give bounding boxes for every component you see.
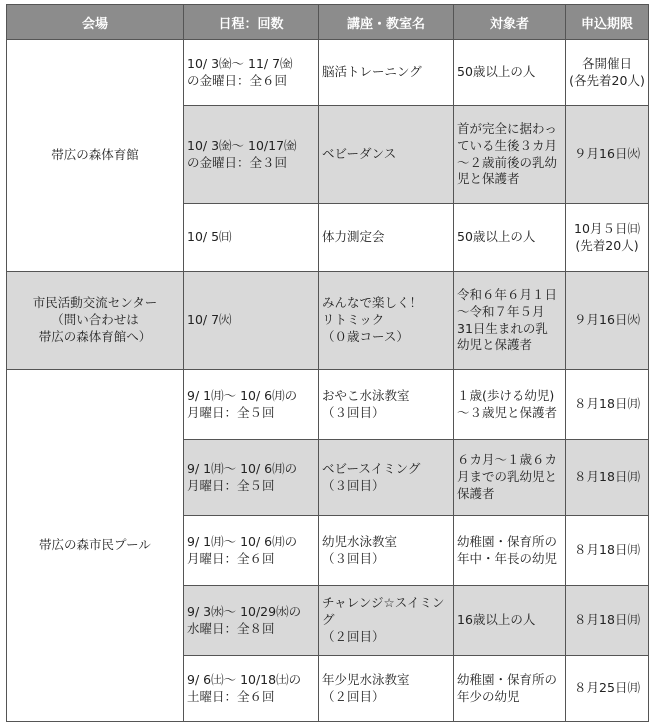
header-schedule: 日程：回数 [184, 5, 319, 40]
schedule-cell: 9/ 3㈬〜 10/29㈬の 水曜日：全８回 [184, 586, 319, 656]
deadline-cell: ８月18日㈪ [566, 586, 649, 656]
course-cell: みんなで楽しく！ リトミック （０歳コース） [319, 272, 454, 370]
deadline-cell: ９月16日㈫ [566, 272, 649, 370]
target-cell: 令和６年６月１日 〜令和７年５月 31日生まれの乳 幼児と保護者 [454, 272, 566, 370]
deadline-cell: ８月18日㈪ [566, 370, 649, 440]
target-cell: ６カ月〜１歳６カ 月までの乳幼児と 保護者 [454, 440, 566, 516]
deadline-cell: ９月16日㈫ [566, 106, 649, 204]
course-cell: 体力測定会 [319, 204, 454, 272]
target-cell: 幼稚園・保育所の 年中・年長の幼児 [454, 516, 566, 586]
target-cell: 16歳以上の人 [454, 586, 566, 656]
deadline-cell: ８月25日㈪ [566, 656, 649, 722]
target-cell: 幼稚園・保育所の 年少の幼児 [454, 656, 566, 722]
target-cell: 首が完全に据わっ ている生後３カ月 〜２歳前後の乳幼 児と保護者 [454, 106, 566, 204]
course-cell: ベビースイミング （３回目） [319, 440, 454, 516]
course-cell: 幼児水泳教室 （３回目） [319, 516, 454, 586]
schedule-cell: 9/ 6㈯〜 10/18㈯の 土曜日：全６回 [184, 656, 319, 722]
target-cell: １歳(歩ける幼児) 〜３歳児と保護者 [454, 370, 566, 440]
table-row [7, 40, 649, 106]
course-cell: 脳活トレーニング [319, 40, 454, 106]
header-target: 対象者 [454, 5, 566, 40]
table-row [7, 272, 649, 370]
venue-cell: 市民活動交流センター （問い合わせは 帯広の森体育館へ） [7, 272, 184, 370]
deadline-cell: 10月５日㈰ (先着20人) [566, 204, 649, 272]
course-cell: おやこ水泳教室 （３回目） [319, 370, 454, 440]
schedule-cell: 10/ 7㈫ [184, 272, 319, 370]
schedule-cell: 9/ 1㈪〜 10/ 6㈪の 月曜日：全５回 [184, 440, 319, 516]
course-cell: 年少児水泳教室 （２回目） [319, 656, 454, 722]
deadline-cell: ８月18日㈪ [566, 440, 649, 516]
venue-cell: 帯広の森市民プール [7, 370, 184, 722]
venue-cell: 帯広の森体育館 [7, 40, 184, 272]
header-course: 講座・教室名 [319, 5, 454, 40]
schedule-cell: 9/ 1㈪〜 10/ 6㈪の 月曜日：全６回 [184, 516, 319, 586]
schedule-table [6, 4, 649, 722]
header-venue: 会場 [7, 5, 184, 40]
schedule-cell: 10/ 3㈮〜 11/ 7㈮ の金曜日：全６回 [184, 40, 319, 106]
course-cell: ベビーダンス [319, 106, 454, 204]
schedule-cell: 10/ 3㈮〜 10/17㈮ の金曜日：全３回 [184, 106, 319, 204]
deadline-cell: 各開催日 (各先着20人) [566, 40, 649, 106]
table-row [7, 370, 649, 440]
schedule-cell: 10/ 5㈰ [184, 204, 319, 272]
deadline-cell: ８月18日㈪ [566, 516, 649, 586]
header-deadline: 申込期限 [566, 5, 649, 40]
target-cell: 50歳以上の人 [454, 40, 566, 106]
target-cell: 50歳以上の人 [454, 204, 566, 272]
course-cell: チャレンジ☆スイミング （２回目） [319, 586, 454, 656]
schedule-cell: 9/ 1㈪〜 10/ 6㈪の 月曜日：全５回 [184, 370, 319, 440]
table-body [7, 40, 649, 722]
header-row [7, 5, 649, 40]
